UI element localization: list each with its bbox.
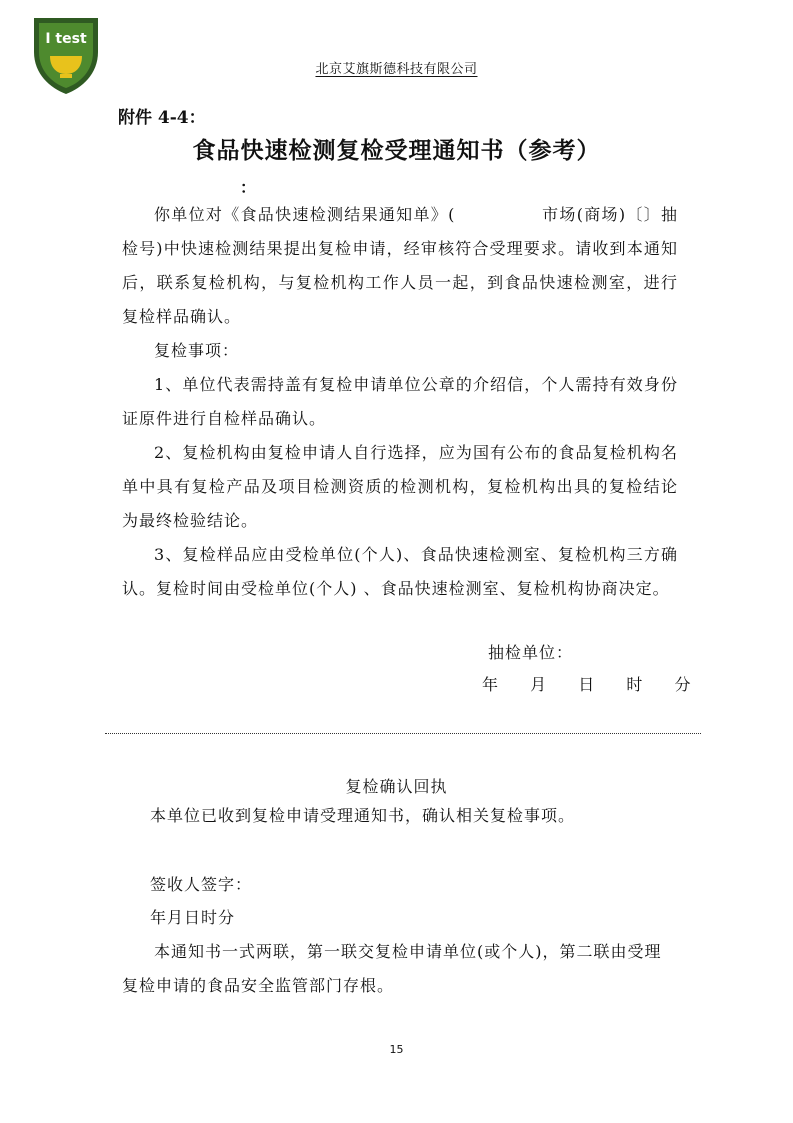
month-label: 月 [530, 675, 547, 694]
receipt-confirmation: 本单位已收到复检申请受理通知书，确认相关复检事项。 [150, 806, 576, 825]
hour-label: 时 [626, 675, 643, 694]
company-header [0, 58, 793, 77]
paragraph-item-3: 3、复检样品应由受检单位(个人)、食品快速检测室、复检机构三方确认。复检时间由受检单位(个人) 、食品快速检测室、复检机构协商决定。 [122, 545, 678, 598]
receipt-note-text: 本通知书一式两联，第一联交复检申请单位(或个人)，第二联由受理复检申请的食品安全监管部门存根。 [122, 942, 662, 995]
datetime-line [482, 672, 717, 695]
addressee-colon: ： [240, 178, 257, 197]
day-label: 日 [578, 675, 595, 694]
paragraph-matters-heading: 复检事项： [154, 341, 240, 360]
cut-line-divider [105, 733, 701, 734]
paragraph-item-1: 1、单位代表需持盖有复检申请单位公章的介绍信，个人需持有效身份证原件进行自检样品确认。 [122, 375, 678, 428]
receipt-date: 年月日时分 [150, 908, 236, 927]
company-logo [30, 14, 102, 96]
document-title: 食品快速检测复检受理通知书（参考） [192, 138, 601, 164]
company-name: 北京艾旗斯德科技有限公司 [315, 62, 478, 77]
paragraph-intro: 你单位对《食品快速检测结果通知单》( 市场(商场)〔〕抽检号)中快速检测结果提出复检申请，经审核符合受理要求。请收到本通知后，联系复检机构，与复检机构工作人员一起，到食品快速检测室，进行复检样品确认。 [122, 205, 678, 326]
paragraph-item-2: 2、复检机构由复检申请人自行选择，应为国有公布的食品复检机构名单中具有复检产品及项目检测资质的检测机构，复检机构出具的复检结论为最终检验结论。 [122, 443, 678, 530]
attachment-label: 附件 4-4： [118, 108, 206, 128]
logo-text: I test [45, 31, 87, 47]
sampling-unit-label: 抽检单位： [488, 643, 574, 662]
year-label: 年 [482, 675, 499, 694]
notice-body [122, 198, 678, 606]
receipt-note [122, 935, 678, 1003]
receipt-title: 复检确认回执 [345, 777, 448, 796]
minute-label: 分 [674, 675, 691, 694]
shield-icon [30, 14, 102, 96]
signer-label: 签收人签字： [150, 875, 253, 894]
page-number: 15 [389, 1043, 404, 1056]
